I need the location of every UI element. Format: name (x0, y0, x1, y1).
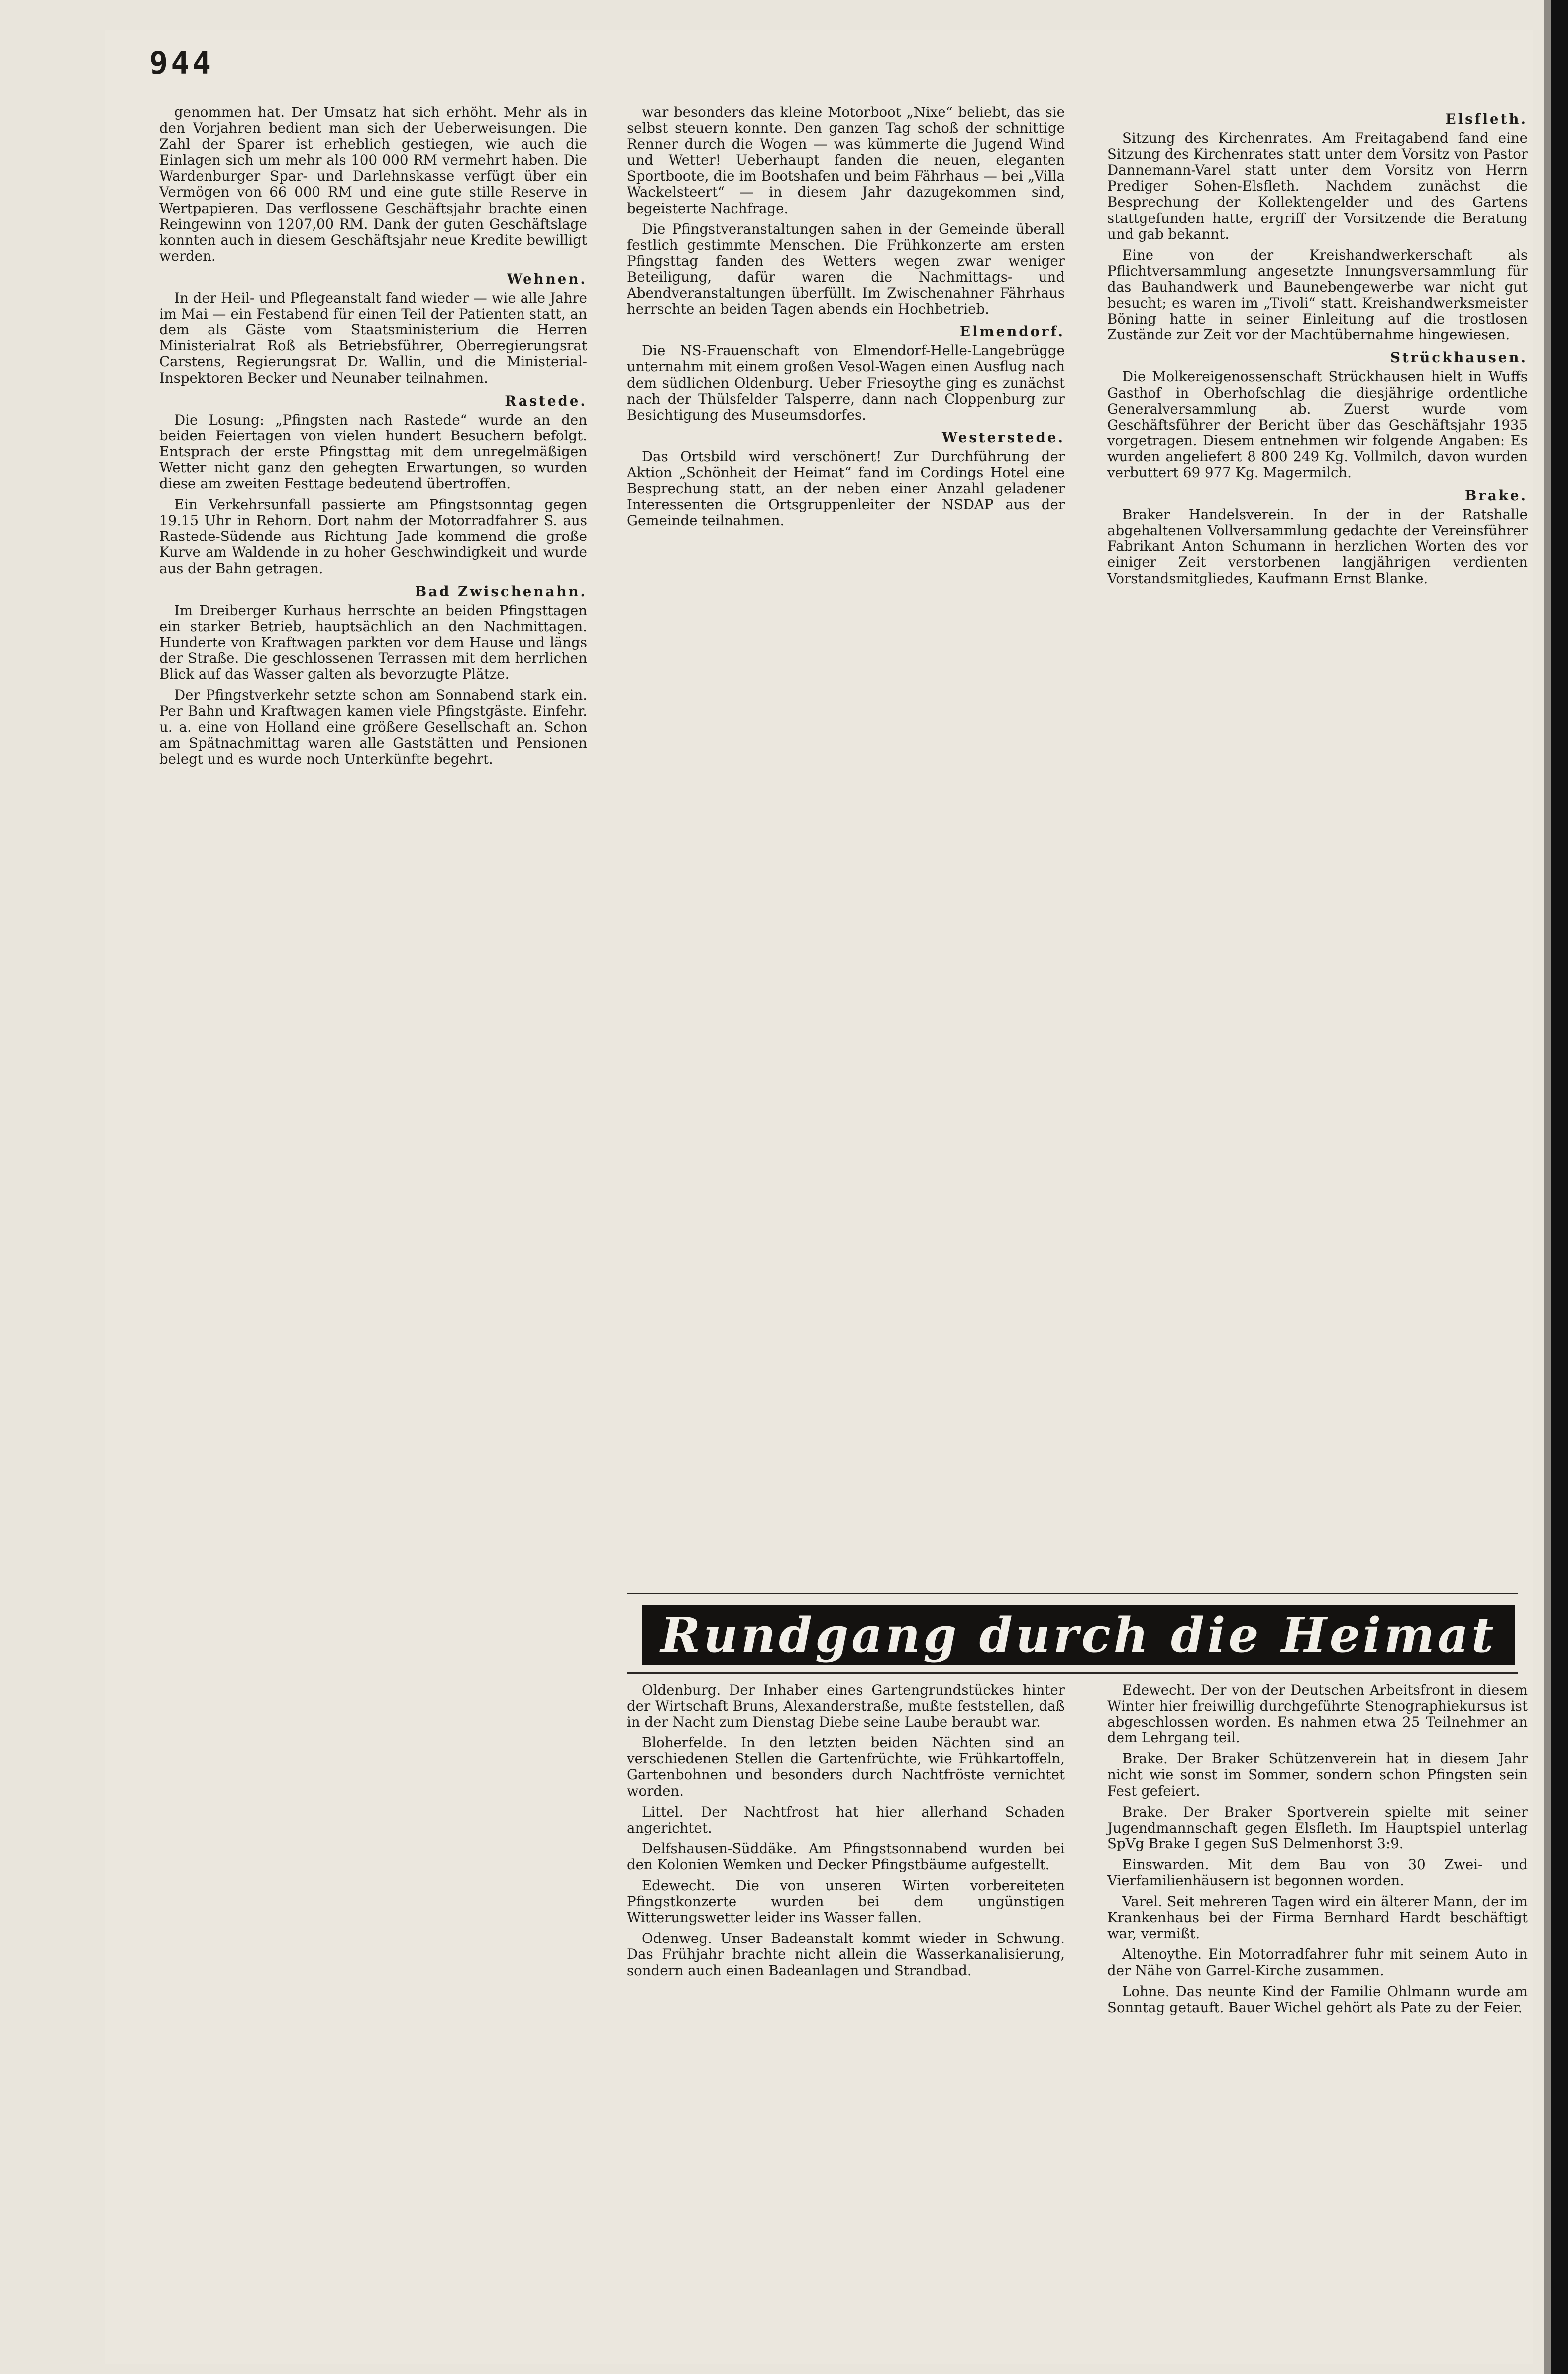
scan-edge-shadow (1544, 0, 1551, 2374)
news-item: Einswarden. Mit dem Bau von 30 Zwei- und Vierfamilienhäusern ist begonnen worden. (1107, 1856, 1528, 1889)
news-item: Brake. Der Braker Schützenverein hat in diesem Jahr nicht wie sonst im Sommer, sondern schon Pfingsten sein Fest gefeiert. (1107, 1750, 1528, 1799)
news-item: Brake. Der Braker Sportverein spielte mit seiner Jugendmannschaft gegen Elsfleth. Im Hauptspiel unterlag SpVg Brake I gegen SuS Delmenhorst 3:9. (1107, 1803, 1528, 1852)
news-item: Littel. Der Nachtfrost hat hier allerhand Schaden angerichtet. (627, 1803, 1065, 1836)
news-item: Delfshausen-Süddäke. Am Pfingstsonnabend wurden bei den Kolonien Wemken und Decker Pfingstbäume aufgestellt. (627, 1840, 1065, 1873)
news-item: Varel. Seit mehreren Tagen wird ein älterer Mann, der im Krankenhaus bei der Firma Bernhard Hardt beschäftigt war, vermißt. (1107, 1893, 1528, 1942)
article-paragraph: war besonders das kleine Motorboot „Nixe“ beliebt, das sie selbst steuern konnte. Den ganzen Tag schoß der schnittige Renner durch die Wogen — was kümmerte die Jugend Wind und Wetter! Ueberhaupt fanden die neuen, eleganten Sportboote, die im Bootshafen und beim Fährhaus — bei „Villa Wackelsteert“ — in diesem Jahr dazugekommen sind, begeisterte Nachfrage. (627, 104, 1065, 216)
article-paragraph: Die Molkereigenossenschaft Strückhausen hielt in Wuffs Gasthof in Oberhofschlag die diesjährige ordentliche Generalversammlung ab. Zuerst wurde vom Geschäftsführer der Bericht über das Geschäftsjahr 1935 vorgetragen. Diesem entnehmen wir folgende Angaben: Es wurden angeliefert 8 800 249 Kg. Vollmilch, davon wurden verbuttert 69 977 Kg. Magermilch. (1107, 368, 1528, 481)
place-heading: Bad Zwischenahn. (415, 583, 587, 600)
section-banner: Rundgang durch die Heimat (642, 1605, 1515, 1665)
page-number: 944 (149, 45, 214, 81)
news-item: Altenoythe. Ein Motorradfahrer fuhr mit seinem Auto in der Nähe von Garrel-Kirche zusammen. (1107, 1946, 1528, 1979)
news-item: Lohne. Das neunte Kind der Familie Ohlmann wurde am Sonntag getauft. Bauer Wichel gehört als Pate zu der Feier. (1107, 1983, 1528, 2016)
article-paragraph: Ein Verkehrsunfall passierte am Pfingstsonntag gegen 19.15 Uhr in Rehorn. Dort nahm der Motorradfahrer S. aus Rastede-Südende aus Richtung Jade kommend die große Kurve am Waldende in zu hoher Geschwindigkeit und wurde aus der Bahn getragen. (159, 496, 587, 577)
place-heading: Elmendorf. (959, 324, 1065, 340)
article-paragraph: genommen hat. Der Umsatz hat sich erhöht. Mehr als in den Vorjahren bedient man sich der Ueberweisungen. Die Zahl der Sparer ist erheblich gestiegen, wie auch die Einlagen sich um mehr als 100 000 RM vermehrt haben. Die Wardenburger Spar- und Darlehnskasse verfügt über ein Vermögen von 66 000 RM und eine gute stille Reserve in Wertpapieren. Das verflossene Geschäftsjahr brachte einen Reingewinn von 1207,00 RM. Dank der guten Geschäftslage konnten auch in diesem Geschäftsjahr neue Kredite bewilligt werden. (159, 104, 587, 264)
news-item: Edewecht. Der von der Deutschen Arbeitsfront in diesem Winter hier freiwillig durchgeführte Stenographiekursus ist abgeschlossen worden. Es nahmen etwa 25 Teilnehmer an dem Lehrgang teil. (1107, 1682, 1528, 1746)
heimat-column-right (1107, 1682, 1528, 2021)
article-paragraph: Die NS-Frauenschaft von Elmendorf-Helle-Langebrügge unternahm mit einem großen Vesol-Wagen einen Ausflug nach dem südlichen Oldenburg. Ueber Friesoythe ging es zunächst nach der Thülsfelder Talsperre, dann nach Cloppenburg zur Besichtigung des Museumsdorfes. (627, 342, 1065, 423)
article-paragraph: Sitzung des Kirchenrates. Am Freitagabend fand eine Sitzung des Kirchenrates statt unter dem Vorsitz von Pastor Dannemann-Varel statt unter dem Vorsitz von Herrn Prediger Sohen-Elsfleth. Nachdem zunächst die Besprechung der Kollektengelder und des Gartens stattgefunden hatte, ergriff der Vorsitzende die Beratung und gab bekannt. (1107, 130, 1528, 242)
place-heading: Wehnen. (507, 270, 587, 287)
place-heading: Westerstede. (942, 429, 1065, 446)
article-paragraph: Die Pfingstveranstaltungen sahen in der Gemeinde überall festlich gestimmte Menschen. Die Frühkonzerte am ersten Pfingsttag fanden des Wetters wegen zwar weniger Beteiligung, dafür waren die Nachmittags- und Abendveranstaltungen überfüllt. Im Zwischenahner Fährhaus herrschte an beiden Tagen abends ein Hochbetrieb. (627, 220, 1065, 318)
column-2 (627, 105, 1065, 534)
section-rule (627, 1593, 1518, 1594)
article-paragraph: Im Dreiberger Kurhaus herrschte an beiden Pfingsttagen ein starker Betrieb, hauptsächlich an den Nachmittagen. Hunderte von Kraftwagen parkten vor dem Hause und längs der Straße. Die geschlossenen Terrassen mit dem herrlichen Blick auf das Wasser galten als bevorzugte Plätze. (159, 602, 587, 683)
article-paragraph: Eine von der Kreishandwerkerschaft als Pflichtversammlung angesetzte Innungsversammlung für das Bauhandwerk und Baunebengewerbe war nicht gut besucht; es waren im „Tivoli“ statt. Kreishandwerksmeister Böning hatte in seiner Einleitung auf die trostlosen Zustände zur Zeit vor der Machtübernahme hingewiesen. (1107, 246, 1528, 343)
column-3 (1107, 105, 1528, 592)
section-rule (627, 1672, 1518, 1674)
news-item: Bloherfelde. In den letzten beiden Nächten sind an verschiedenen Stellen die Gartenfrüchte, wie Frühkartoffeln, Gartenbohnen und besonders durch Nachtfröste vernichtet worden. (627, 1734, 1065, 1799)
news-item: Edewecht. Die von unseren Wirten vorbereiteten Pfingstkonzerte wurden bei dem ungünstigen Witterungswetter leider ins Wasser fallen. (627, 1877, 1065, 1926)
article-paragraph: In der Heil- und Pflegeanstalt fand wieder — wie alle Jahre im Mai — ein Festabend für einen Teil der Patienten statt, an dem als Gäste vom Staatsministerium die Herren Ministerialrat Roß als Betriebsführer, Oberregierungsrat Carstens, Regierungsrat Dr. Wallin, und die Ministerial-Inspektoren Becker und Neunaber teilnahmen. (159, 290, 587, 386)
place-heading: Strückhausen. (1390, 349, 1528, 366)
news-item: Oldenburg. Der Inhaber eines Gartengrundstückes hinter der Wirtschaft Bruns, Alexanderstraße, mußte feststellen, daß in der Nacht zum Dienstag Diebe seine Laube beraubt war. (627, 1682, 1065, 1730)
place-heading: Brake. (1464, 487, 1528, 504)
news-item: Odenweg. Unser Badeanstalt kommt wieder in Schwung. Das Frühjahr brachte nicht allein die Wasserkanalisierung, sondern auch einen Badeanlagen und Strandbad. (627, 1930, 1065, 1979)
scan-edge (1551, 0, 1568, 2374)
column-1 (159, 105, 587, 772)
article-paragraph: Braker Handelsverein. In der in der Ratshalle abgehaltenen Vollversammlung gedachte der Vereinsführer Fabrikant Anton Schumann in herzlichen Worten des vor einiger Zeit verstorbenen langjährigen verdienten Vorstandsmitgliedes, Kaufmann Ernst Blanke. (1107, 506, 1528, 587)
place-heading: Elsfleth. (1445, 111, 1528, 127)
heimat-column-left (627, 1682, 1065, 1984)
article-paragraph: Der Pfingstverkehr setzte schon am Sonnabend stark ein. Per Bahn und Kraftwagen kamen viele Pfingstgäste. Einfehr. u. a. eine von Holland eine größere Gesellschaft an. Schon am Spätnachmittag waren alle Gaststätten und Pensionen belegt und es wurde noch Unterkünfte begehrt. (159, 687, 587, 767)
article-paragraph: Das Ortsbild wird verschönert! Zur Durchführung der Aktion „Schönheit der Heimat“ fand im Cordings Hotel eine Besprechung statt, an der neben einer Anzahl geladener Interessenten die Ortsgruppenleiter der NSDAP aus der Gemeinde teilnahmen. (627, 448, 1065, 529)
article-paragraph: Die Losung: „Pfingsten nach Rastede“ wurde an den beiden Feiertagen von vielen hundert Besuchern befolgt. Entsprach der erste Pfingsttag mit dem unregelmäßigen Wetter nicht ganz den gehegten Erwartungen, so wurden diese am zweiten Festtage bedeutend übertroffen. (159, 411, 587, 492)
newspaper-page (105, 30, 1533, 2364)
place-heading: Rastede. (505, 392, 587, 409)
